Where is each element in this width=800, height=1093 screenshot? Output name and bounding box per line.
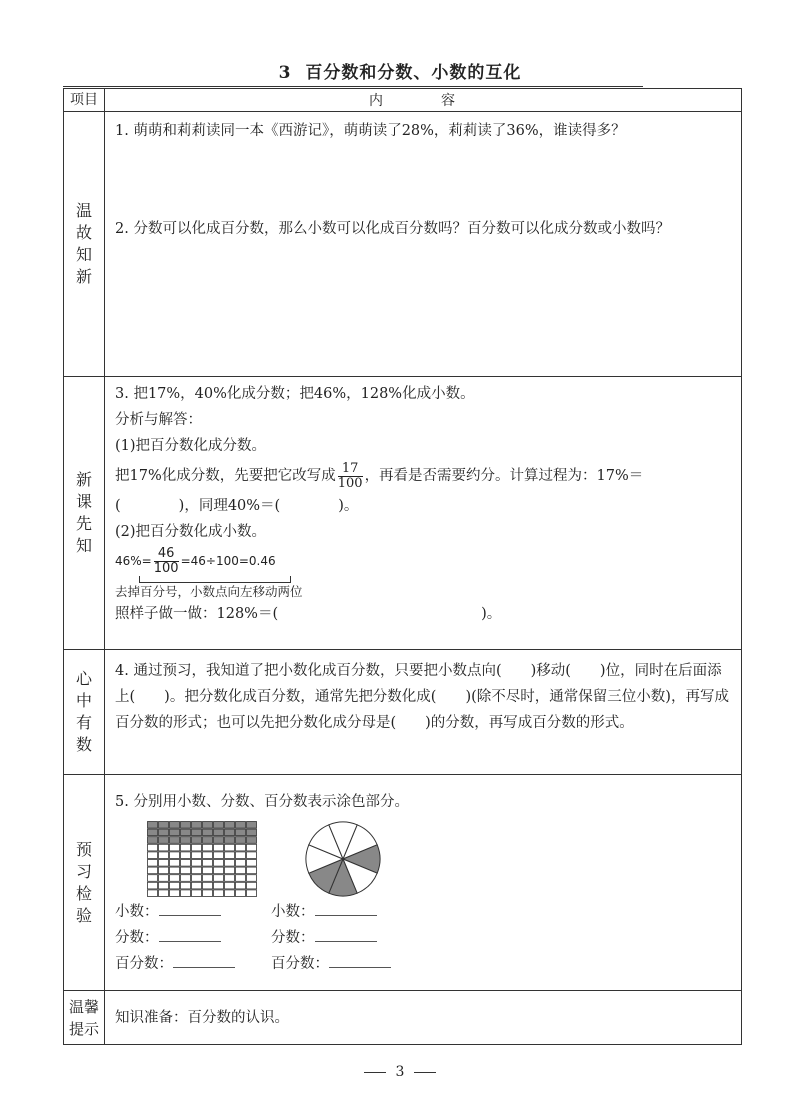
grid-cell bbox=[236, 882, 246, 889]
grid-cell bbox=[170, 822, 180, 829]
grid-cell bbox=[203, 852, 213, 859]
grid-cell bbox=[181, 860, 191, 867]
grid-cell bbox=[192, 867, 202, 874]
grid-cell bbox=[170, 852, 180, 859]
grid-cell bbox=[236, 875, 246, 882]
grid-cell bbox=[192, 875, 202, 882]
section-number: 3 bbox=[278, 63, 292, 83]
grid-cell bbox=[236, 860, 246, 867]
grid-cell bbox=[225, 852, 235, 859]
grid-cell bbox=[236, 890, 246, 897]
grid-cell bbox=[192, 844, 202, 851]
section-review bbox=[64, 112, 742, 377]
grid-cell bbox=[214, 837, 224, 844]
grid-cell bbox=[192, 829, 202, 836]
analysis-label: 分析与解答： bbox=[115, 412, 202, 428]
grid-cell bbox=[170, 875, 180, 882]
grid-cell bbox=[247, 860, 257, 867]
bracket-line bbox=[139, 576, 291, 583]
grid-cell bbox=[148, 860, 158, 867]
grid-cell bbox=[181, 890, 191, 897]
grid-cell bbox=[181, 822, 191, 829]
grid-cell bbox=[159, 837, 169, 844]
grid-cell bbox=[203, 829, 213, 836]
grid-cell bbox=[225, 867, 235, 874]
grid-cell bbox=[247, 844, 257, 851]
grid-cell bbox=[192, 890, 202, 897]
question-5: 5. 分别用小数、分数、百分数表示涂色部分。 bbox=[115, 794, 409, 810]
grid-cell bbox=[214, 860, 224, 867]
header-content: 内 容 bbox=[105, 89, 742, 112]
grid-cell bbox=[181, 867, 191, 874]
title-rule bbox=[63, 86, 643, 87]
grid-cell bbox=[159, 852, 169, 859]
grid-cell bbox=[170, 890, 180, 897]
grid-cell bbox=[203, 867, 213, 874]
grid-cell bbox=[214, 852, 224, 859]
grid-cell bbox=[203, 882, 213, 889]
grid-cell bbox=[247, 875, 257, 882]
section-content bbox=[105, 377, 742, 650]
grid-cell bbox=[148, 829, 158, 836]
grid-cell bbox=[170, 837, 180, 844]
grid-cell bbox=[203, 822, 213, 829]
grid-cell bbox=[148, 844, 158, 851]
hundred-grid bbox=[147, 821, 257, 897]
grid-cell bbox=[148, 867, 158, 874]
example-note: 去掉百分号，小数点向左移动两位 bbox=[115, 584, 303, 599]
grid-cell bbox=[192, 822, 202, 829]
grid-cell bbox=[170, 867, 180, 874]
grid-cell bbox=[236, 852, 246, 859]
step-1-blanks: ( )，同理40%＝( )。 bbox=[115, 498, 359, 514]
grid-cell bbox=[159, 860, 169, 867]
grid-cell bbox=[159, 844, 169, 851]
section-label: 温故知新 bbox=[64, 112, 105, 377]
section-summary bbox=[64, 650, 742, 775]
grid-cell bbox=[181, 875, 191, 882]
grid-cell bbox=[192, 852, 202, 859]
grid-cell bbox=[170, 844, 180, 851]
grid-cell bbox=[247, 829, 257, 836]
grid-cell bbox=[236, 822, 246, 829]
grid-cell bbox=[148, 890, 158, 897]
grid-cell bbox=[247, 822, 257, 829]
grid-cell bbox=[203, 875, 213, 882]
header-row bbox=[64, 89, 742, 112]
grid-cell bbox=[159, 875, 169, 882]
content-table bbox=[63, 88, 742, 1045]
grid-cell bbox=[214, 890, 224, 897]
grid-cell bbox=[170, 882, 180, 889]
grid-cell bbox=[148, 882, 158, 889]
section-content bbox=[105, 775, 742, 991]
grid-cell bbox=[225, 860, 235, 867]
grid-cell bbox=[236, 844, 246, 851]
section-check bbox=[64, 775, 742, 991]
grid-cell bbox=[159, 890, 169, 897]
fraction-17-100: $\frac{17}{100}$ bbox=[337, 460, 363, 491]
grid-cell bbox=[192, 837, 202, 844]
grid-cell bbox=[236, 867, 246, 874]
section-preview bbox=[64, 377, 742, 650]
grid-cell bbox=[159, 829, 169, 836]
grid-cell bbox=[181, 852, 191, 859]
practice-line: 照样子做一做：128%＝( )。 bbox=[115, 606, 502, 622]
grid-cell bbox=[225, 875, 235, 882]
grid-cell bbox=[225, 844, 235, 851]
answers-left: 小数： 分数： 百分数： bbox=[115, 899, 235, 977]
grid-cell bbox=[247, 852, 257, 859]
grid-cell bbox=[203, 860, 213, 867]
question-4: 4. 通过预习，我知道了把小数化成百分数，只要把小数点向( )移动( )位，同时在后面添上( )。把分数化成百分数，通常先把分数化成( )(除不尽时，通常保留三位小数)，再写成百分数的形式；也可以先把分数化成分母是( )的分数，再写成百分数的形式。 bbox=[115, 663, 729, 731]
question-2: 2. 分数可以化成百分数，那么小数可以化成百分数吗？百分数可以化成分数或小数吗？ bbox=[115, 221, 670, 237]
page-number: 3 bbox=[395, 1064, 405, 1080]
step-1-text: 把17%化成分数，先要把它改写成 $\frac{17}{100}$ ，再看是否需要约分。计算过程为：17%＝ bbox=[115, 460, 644, 491]
grid-cell bbox=[236, 829, 246, 836]
grid-cell bbox=[247, 890, 257, 897]
grid-cell bbox=[247, 882, 257, 889]
grid-cell bbox=[225, 829, 235, 836]
grid-cell bbox=[225, 882, 235, 889]
grid-cell bbox=[203, 890, 213, 897]
grid-cell bbox=[148, 822, 158, 829]
example-formula: 46%= $\frac{46}{100}$ =46÷100=0.46 bbox=[115, 547, 731, 583]
grid-cell bbox=[225, 822, 235, 829]
section-tip bbox=[64, 991, 742, 1045]
section-label: 预习检验 bbox=[64, 775, 105, 991]
grid-cell bbox=[225, 837, 235, 844]
grid-cell bbox=[170, 860, 180, 867]
grid-cell bbox=[192, 882, 202, 889]
page-footer bbox=[0, 1064, 800, 1080]
grid-cell bbox=[192, 860, 202, 867]
header-item: 项目 bbox=[64, 89, 105, 112]
answers-right: 小数： 分数： 百分数： bbox=[271, 899, 391, 977]
question-1: 1. 萌萌和莉莉读同一本《西游记》，萌萌读了28%，莉莉读了36%，谁读得多？ bbox=[115, 123, 626, 139]
grid-cell bbox=[181, 837, 191, 844]
grid-cell bbox=[159, 882, 169, 889]
grid-cell bbox=[148, 852, 158, 859]
grid-cell bbox=[214, 875, 224, 882]
tip-text: 知识准备：百分数的认识。 bbox=[105, 991, 742, 1045]
grid-cell bbox=[170, 829, 180, 836]
grid-cell bbox=[214, 844, 224, 851]
section-label: 新课先知 bbox=[64, 377, 105, 650]
grid-cell bbox=[214, 867, 224, 874]
section-content bbox=[105, 112, 742, 377]
section-label: 心中有数 bbox=[64, 650, 105, 775]
grid-cell bbox=[159, 822, 169, 829]
grid-cell bbox=[148, 875, 158, 882]
grid-cell bbox=[181, 829, 191, 836]
grid-cell bbox=[214, 822, 224, 829]
grid-cell bbox=[181, 844, 191, 851]
step-1: (1)把百分数化成分数。 bbox=[115, 438, 267, 454]
grid-cell bbox=[225, 890, 235, 897]
grid-cell bbox=[214, 882, 224, 889]
grid-cell bbox=[181, 882, 191, 889]
question-3: 3. 把17%，40%化成分数；把46%，128%化成小数。 bbox=[115, 386, 475, 402]
grid-cell bbox=[214, 829, 224, 836]
grid-cell bbox=[159, 867, 169, 874]
title-text: 百分数和分数、小数的互化 bbox=[305, 63, 522, 83]
grid-cell bbox=[203, 844, 213, 851]
page-title bbox=[0, 58, 800, 83]
tip-label: 温馨提示 bbox=[64, 991, 105, 1045]
circle-figure bbox=[303, 819, 383, 899]
section-content bbox=[105, 650, 742, 775]
grid-cell bbox=[247, 867, 257, 874]
step-2: (2)把百分数化成小数。 bbox=[115, 524, 267, 540]
grid-cell bbox=[148, 837, 158, 844]
grid-cell bbox=[203, 837, 213, 844]
grid-cell bbox=[247, 837, 257, 844]
grid-cell bbox=[236, 837, 246, 844]
